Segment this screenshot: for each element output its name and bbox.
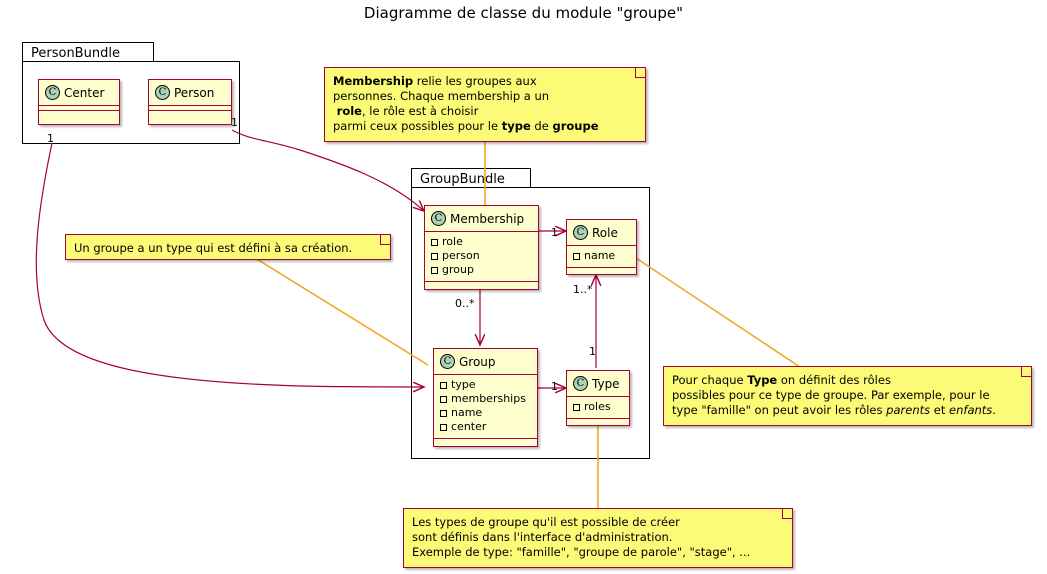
class-type-name: Type	[592, 376, 620, 391]
note-line: Membership relie les groupes aux	[333, 74, 537, 88]
attribute-row	[440, 406, 533, 420]
attribute-label: memberships	[451, 392, 526, 406]
note-types-admin	[403, 508, 793, 568]
class-group[interactable]	[433, 348, 538, 447]
visibility-private-icon	[431, 267, 438, 274]
class-group-attributes	[434, 375, 537, 438]
note-membership	[324, 67, 646, 142]
attribute-label: type	[451, 378, 476, 392]
note-line: Un groupe a un type qui est défini à sa création.	[74, 241, 353, 255]
class-stereotype-icon: C	[573, 225, 588, 240]
note-line: sont définis dans l'interface d'administration.	[412, 530, 673, 544]
class-person[interactable]	[148, 79, 232, 125]
note-group-type	[65, 234, 391, 260]
attribute-label: name	[451, 406, 483, 420]
multiplicity-person: 1	[231, 116, 238, 129]
class-center-header	[39, 80, 119, 105]
note-line: Pour chaque Type on définit des rôles	[672, 373, 891, 387]
class-stereotype-icon: C	[431, 211, 446, 226]
visibility-private-icon	[440, 424, 447, 431]
class-center[interactable]	[38, 79, 120, 125]
class-person-methods	[149, 111, 231, 115]
class-stereotype-icon: C	[155, 85, 170, 100]
note-line: parmi ceux possibles pour le type de groupe	[333, 119, 599, 133]
class-center-name: Center	[64, 85, 105, 100]
visibility-private-icon	[573, 253, 580, 260]
visibility-private-icon	[440, 396, 447, 403]
class-type-header	[567, 371, 629, 396]
class-role[interactable]	[566, 219, 637, 275]
class-person-name: Person	[174, 85, 215, 100]
attribute-label: roles	[584, 400, 611, 414]
class-role-methods	[567, 268, 636, 272]
attribute-label: name	[584, 249, 616, 263]
attribute-row	[573, 249, 632, 263]
attribute-label: role	[442, 235, 463, 249]
note-line: Les types de groupe qu'il est possible de créer	[412, 515, 680, 529]
class-role-attributes	[567, 246, 636, 267]
note-line: type "famille" on peut avoir les rôles parents et enfants.	[672, 403, 996, 417]
note-fold-icon	[635, 68, 645, 78]
attribute-label: center	[451, 420, 487, 434]
multiplicity-membership-group: 0..*	[455, 297, 475, 310]
visibility-private-icon	[440, 410, 447, 417]
class-role-name: Role	[592, 225, 618, 240]
page-title: Diagramme de classe du module "groupe"	[363, 4, 684, 22]
class-role-header	[567, 220, 636, 245]
class-person-header	[149, 80, 231, 105]
multiplicity-membership-role: 1	[551, 226, 558, 239]
class-membership[interactable]	[424, 205, 539, 290]
class-type-attributes	[567, 397, 629, 418]
package-label-personbundle: PersonBundle	[31, 46, 120, 61]
visibility-private-icon	[440, 382, 447, 389]
visibility-private-icon	[431, 239, 438, 246]
visibility-private-icon	[431, 253, 438, 260]
class-membership-header	[425, 206, 538, 231]
attribute-label: group	[442, 263, 474, 277]
class-type-methods	[567, 419, 629, 423]
class-membership-methods	[425, 282, 538, 286]
attribute-row	[431, 235, 534, 249]
attribute-row	[573, 400, 625, 414]
attribute-row	[440, 378, 533, 392]
multiplicity-role-type: 1..*	[573, 283, 593, 296]
class-membership-attributes	[425, 232, 538, 281]
note-type-roles	[663, 366, 1032, 426]
class-stereotype-icon: C	[573, 376, 588, 391]
note-fold-icon	[782, 509, 792, 519]
attribute-row	[431, 249, 534, 263]
attribute-row	[440, 420, 533, 434]
class-type[interactable]	[566, 370, 630, 426]
attribute-row	[431, 263, 534, 277]
note-line: personnes. Chaque membership a un	[333, 89, 550, 103]
multiplicity-type: 1	[589, 345, 596, 358]
attribute-label: person	[442, 249, 480, 263]
note-line: Exemple de type: "famille", "groupe de parole", "stage", ...	[412, 545, 751, 559]
class-membership-name: Membership	[450, 211, 525, 226]
class-group-methods	[434, 439, 537, 443]
class-stereotype-icon: C	[45, 85, 60, 100]
visibility-private-icon	[573, 404, 580, 411]
package-label-groupbundle: GroupBundle	[420, 172, 505, 187]
class-group-header	[434, 349, 537, 374]
class-center-methods	[39, 111, 119, 115]
multiplicity-group-type: 1	[551, 380, 558, 393]
note-line: role, le rôle est à choisir	[336, 104, 479, 118]
multiplicity-center: 1	[47, 132, 54, 145]
attribute-row	[440, 392, 533, 406]
class-stereotype-icon: C	[440, 354, 455, 369]
class-group-name: Group	[459, 354, 496, 369]
note-line: possibles pour ce type de groupe. Par exemple, pour le	[672, 388, 990, 402]
note-fold-icon	[380, 235, 390, 245]
note-fold-icon	[1021, 367, 1031, 377]
